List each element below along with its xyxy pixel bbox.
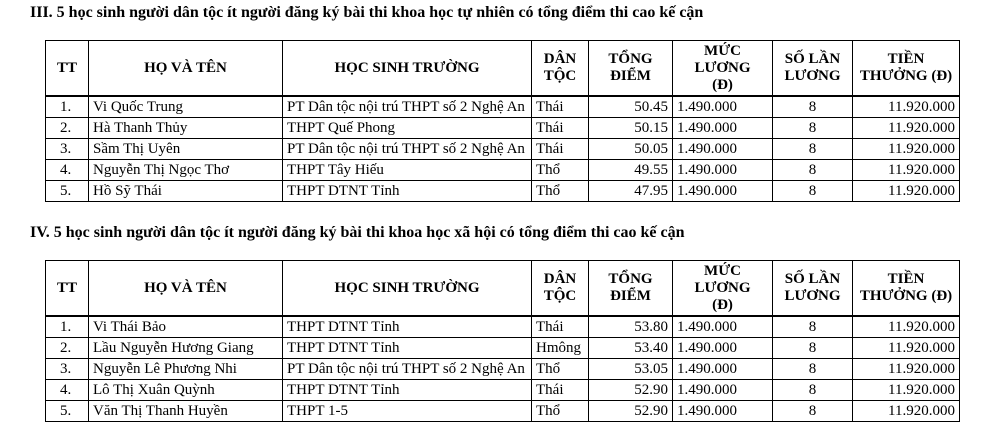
section-4-title: IV. 5 học sinh người dân tộc ít người đăng ký bài thi khoa học xã hội có tổng điểm thi cao kế cận bbox=[30, 224, 685, 241]
header-bonus: TIỀN THƯỞNG (Đ) bbox=[853, 41, 960, 97]
cell-name: Lầu Nguyễn Hương Giang bbox=[89, 338, 283, 359]
cell-bonus: 11.920.000 bbox=[853, 316, 960, 338]
cell-bonus: 11.920.000 bbox=[853, 380, 960, 401]
cell-salary: 1.490.000 bbox=[673, 380, 773, 401]
section-3-table bbox=[45, 40, 960, 202]
cell-tt: 4. bbox=[46, 380, 89, 401]
cell-ethnicity: Hmông bbox=[532, 338, 589, 359]
header-ethnicity: DÂN TỘC bbox=[532, 41, 589, 97]
cell-name: Nguyễn Thị Ngọc Thơ bbox=[89, 160, 283, 181]
cell-ethnicity: Thái bbox=[532, 118, 589, 139]
cell-salary: 1.490.000 bbox=[673, 401, 773, 422]
cell-score: 50.05 bbox=[589, 139, 673, 160]
cell-tt: 4. bbox=[46, 160, 89, 181]
header-name: HỌ VÀ TÊN bbox=[89, 41, 283, 97]
cell-ethnicity: Thái bbox=[532, 316, 589, 338]
cell-tt: 5. bbox=[46, 401, 89, 422]
header-times: SỐ LẦN LƯƠNG bbox=[773, 261, 853, 317]
header-tt: TT bbox=[46, 261, 89, 317]
cell-salary: 1.490.000 bbox=[673, 338, 773, 359]
cell-school: THPT 1-5 bbox=[283, 401, 532, 422]
header-score: TỔNG ĐIỂM bbox=[589, 261, 673, 317]
header-bonus: TIỀN THƯỞNG (Đ) bbox=[853, 261, 960, 317]
cell-tt: 2. bbox=[46, 338, 89, 359]
cell-times: 8 bbox=[773, 118, 853, 139]
header-school: HỌC SINH TRƯỜNG bbox=[283, 41, 532, 97]
cell-score: 50.45 bbox=[589, 96, 673, 118]
cell-bonus: 11.920.000 bbox=[853, 118, 960, 139]
cell-salary: 1.490.000 bbox=[673, 316, 773, 338]
cell-school: THPT Quế Phong bbox=[283, 118, 532, 139]
cell-salary: 1.490.000 bbox=[673, 96, 773, 118]
cell-name: Nguyễn Lê Phương Nhi bbox=[89, 359, 283, 380]
cell-name: Lô Thị Xuân Quỳnh bbox=[89, 380, 283, 401]
cell-ethnicity: Thổ bbox=[532, 359, 589, 380]
cell-score: 50.15 bbox=[589, 118, 673, 139]
cell-times: 8 bbox=[773, 359, 853, 380]
cell-score: 53.80 bbox=[589, 316, 673, 338]
cell-salary: 1.490.000 bbox=[673, 160, 773, 181]
table-row bbox=[46, 96, 960, 118]
cell-school: PT Dân tộc nội trú THPT số 2 Nghệ An bbox=[283, 359, 532, 380]
cell-salary: 1.490.000 bbox=[673, 181, 773, 202]
cell-bonus: 11.920.000 bbox=[853, 338, 960, 359]
cell-school: THPT DTNT Tỉnh bbox=[283, 338, 532, 359]
cell-tt: 1. bbox=[46, 316, 89, 338]
cell-name: Văn Thị Thanh Huyền bbox=[89, 401, 283, 422]
cell-bonus: 11.920.000 bbox=[853, 139, 960, 160]
cell-score: 53.40 bbox=[589, 338, 673, 359]
section-4-table bbox=[45, 260, 960, 422]
cell-name: Vi Thái Bảo bbox=[89, 316, 283, 338]
cell-ethnicity: Thái bbox=[532, 139, 589, 160]
table-row bbox=[46, 118, 960, 139]
cell-times: 8 bbox=[773, 96, 853, 118]
cell-ethnicity: Thổ bbox=[532, 181, 589, 202]
cell-times: 8 bbox=[773, 316, 853, 338]
cell-score: 49.55 bbox=[589, 160, 673, 181]
header-row bbox=[46, 261, 960, 317]
table-row bbox=[46, 139, 960, 160]
header-row bbox=[46, 41, 960, 97]
cell-bonus: 11.920.000 bbox=[853, 96, 960, 118]
header-score: TỔNG ĐIỂM bbox=[589, 41, 673, 97]
cell-bonus: 11.920.000 bbox=[853, 401, 960, 422]
cell-salary: 1.490.000 bbox=[673, 359, 773, 380]
cell-salary: 1.490.000 bbox=[673, 118, 773, 139]
table-row bbox=[46, 338, 960, 359]
cell-score: 47.95 bbox=[589, 181, 673, 202]
cell-tt: 3. bbox=[46, 139, 89, 160]
header-times: SỐ LẦN LƯƠNG bbox=[773, 41, 853, 97]
table-row bbox=[46, 401, 960, 422]
cell-tt: 2. bbox=[46, 118, 89, 139]
cell-school: THPT DTNT Tỉnh bbox=[283, 380, 532, 401]
cell-ethnicity: Thổ bbox=[532, 160, 589, 181]
cell-name: Hà Thanh Thủy bbox=[89, 118, 283, 139]
cell-ethnicity: Thái bbox=[532, 96, 589, 118]
table-row bbox=[46, 181, 960, 202]
cell-times: 8 bbox=[773, 181, 853, 202]
cell-times: 8 bbox=[773, 139, 853, 160]
table-row bbox=[46, 316, 960, 338]
header-ethnicity: DÂN TỘC bbox=[532, 261, 589, 317]
cell-school: THPT Tây Hiếu bbox=[283, 160, 532, 181]
cell-tt: 5. bbox=[46, 181, 89, 202]
cell-school: THPT DTNT Tỉnh bbox=[283, 181, 532, 202]
cell-name: Hồ Sỹ Thái bbox=[89, 181, 283, 202]
header-salary: MỨC LƯƠNG (Đ) bbox=[673, 41, 773, 97]
header-name: HỌ VÀ TÊN bbox=[89, 261, 283, 317]
section-3-title: III. 5 học sinh người dân tộc ít người đăng ký bài thi khoa học tự nhiên có tổng điểm thi cao kế cận bbox=[30, 4, 704, 21]
cell-school: PT Dân tộc nội trú THPT số 2 Nghệ An bbox=[283, 139, 532, 160]
cell-times: 8 bbox=[773, 401, 853, 422]
cell-bonus: 11.920.000 bbox=[853, 181, 960, 202]
table-row bbox=[46, 160, 960, 181]
cell-tt: 1. bbox=[46, 96, 89, 118]
table-row bbox=[46, 380, 960, 401]
cell-ethnicity: Thái bbox=[532, 380, 589, 401]
cell-school: THPT DTNT Tỉnh bbox=[283, 316, 532, 338]
header-tt: TT bbox=[46, 41, 89, 97]
cell-name: Sầm Thị Uyên bbox=[89, 139, 283, 160]
cell-name: Vi Quốc Trung bbox=[89, 96, 283, 118]
cell-score: 52.90 bbox=[589, 401, 673, 422]
cell-tt: 3. bbox=[46, 359, 89, 380]
cell-score: 53.05 bbox=[589, 359, 673, 380]
header-school: HỌC SINH TRƯỜNG bbox=[283, 261, 532, 317]
cell-bonus: 11.920.000 bbox=[853, 160, 960, 181]
cell-bonus: 11.920.000 bbox=[853, 359, 960, 380]
cell-ethnicity: Thổ bbox=[532, 401, 589, 422]
header-salary: MỨC LƯƠNG (Đ) bbox=[673, 261, 773, 317]
cell-times: 8 bbox=[773, 338, 853, 359]
cell-salary: 1.490.000 bbox=[673, 139, 773, 160]
cell-score: 52.90 bbox=[589, 380, 673, 401]
cell-school: PT Dân tộc nội trú THPT số 2 Nghệ An bbox=[283, 96, 532, 118]
table-row bbox=[46, 359, 960, 380]
cell-times: 8 bbox=[773, 160, 853, 181]
cell-times: 8 bbox=[773, 380, 853, 401]
